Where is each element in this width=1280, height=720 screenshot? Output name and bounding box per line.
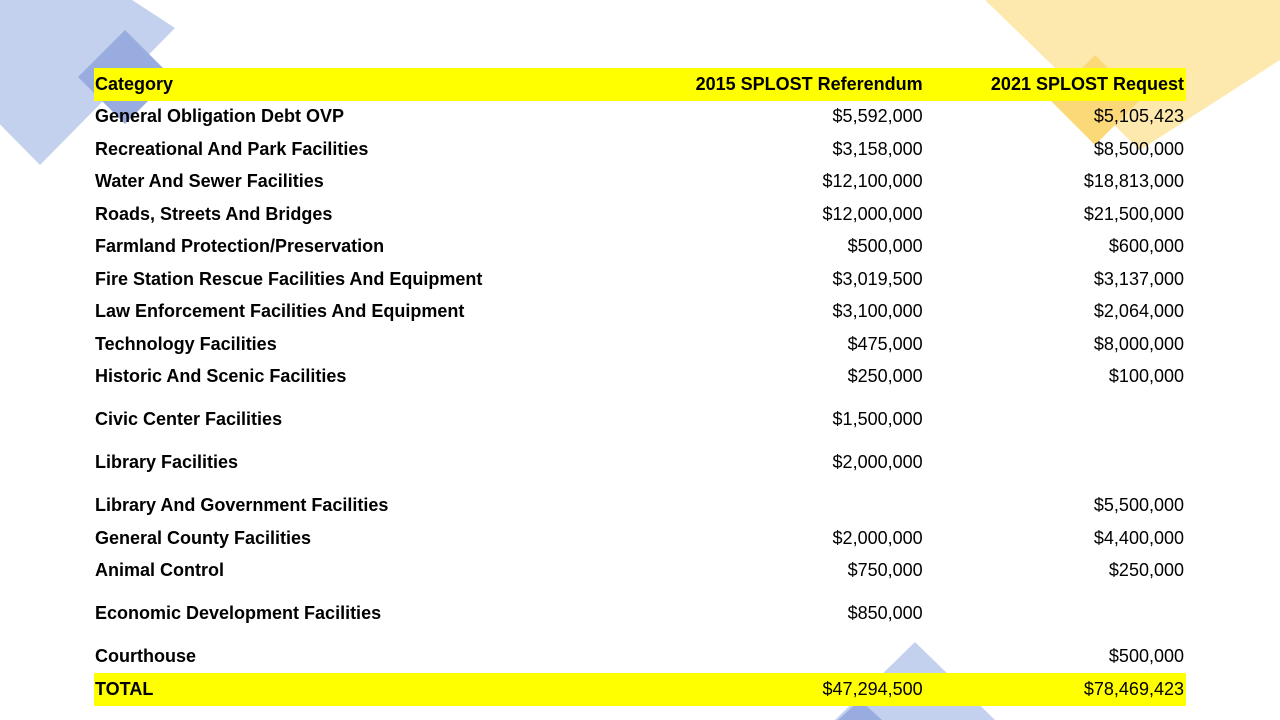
cell-category: Civic Center Facilities <box>95 409 283 429</box>
table-row <box>94 361 1186 394</box>
table-row <box>94 555 1186 588</box>
table-row <box>94 263 1186 296</box>
cell-2015: $250,000 <box>847 366 923 387</box>
cell-2015: $3,100,000 <box>832 301 923 322</box>
cell-2021: 2021 SPLOST Request <box>990 73 1184 94</box>
table-row <box>94 231 1186 264</box>
cell-category: Technology Facilities <box>95 333 277 354</box>
table-row <box>94 166 1186 199</box>
table-header-row <box>94 68 1186 101</box>
cell-category: Farmland Protection/Preservation <box>95 236 385 257</box>
cell-2021 <box>925 587 1186 630</box>
table-row <box>94 328 1186 361</box>
splost-comparison-table <box>94 68 1186 706</box>
cell-category: Library Facilities <box>95 452 239 472</box>
cell-2021: $5,105,423 <box>1093 106 1184 127</box>
table-row <box>94 587 1186 630</box>
cell-2021: $78,469,423 <box>1083 678 1184 699</box>
cell-2015: $3,158,000 <box>832 138 923 159</box>
cell-2021 <box>925 393 1186 436</box>
table-row <box>94 630 1186 673</box>
table-row <box>94 296 1186 329</box>
cell-2021: $8,000,000 <box>1093 333 1184 354</box>
cell-2021: $600,000 <box>1108 236 1184 257</box>
cell-2021: $2,064,000 <box>1093 301 1184 322</box>
cell-2021: $5,500,000 <box>1093 495 1184 515</box>
cell-category: Library And Government Facilities <box>95 495 389 515</box>
total-row <box>94 673 1186 706</box>
cell-category: General Obligation Debt OVP <box>95 106 345 127</box>
cell-2021: $21,500,000 <box>1083 203 1184 224</box>
cell-category: Water And Sewer Facilities <box>95 171 324 192</box>
cell-2021: $250,000 <box>1108 560 1184 581</box>
cell-2015: $850,000 <box>847 603 923 623</box>
table-row <box>94 133 1186 166</box>
cell-2015: $12,000,000 <box>822 203 923 224</box>
cell-category: Law Enforcement Facilities And Equipment <box>95 301 465 322</box>
cell-2021 <box>925 436 1186 479</box>
cell-2021: $4,400,000 <box>1093 527 1184 548</box>
cell-2015: $475,000 <box>847 333 923 354</box>
cell-category: Category <box>95 73 174 94</box>
cell-2021: $3,137,000 <box>1093 268 1184 289</box>
cell-category: Courthouse <box>95 646 196 666</box>
table-row <box>94 101 1186 134</box>
table-row <box>94 479 1186 522</box>
cell-2015: $500,000 <box>847 236 923 257</box>
table-row <box>94 522 1186 555</box>
cell-2015: $12,100,000 <box>822 171 923 192</box>
cell-2015: $2,000,000 <box>832 527 923 548</box>
cell-2015: $1,500,000 <box>832 409 923 429</box>
cell-category: Recreational And Park Facilities <box>95 138 369 159</box>
cell-2015: 2015 SPLOST Referendum <box>695 73 923 94</box>
cell-2015: $5,592,000 <box>832 106 923 127</box>
cell-2015: $47,294,500 <box>822 678 923 699</box>
table-row <box>94 436 1186 479</box>
cell-2015 <box>614 630 925 673</box>
cell-2015 <box>614 479 925 522</box>
cell-category: General County Facilities <box>95 527 312 548</box>
table-row <box>94 393 1186 436</box>
cell-2021: $100,000 <box>1108 366 1184 387</box>
cell-2021: $500,000 <box>1108 646 1184 666</box>
cell-category: Animal Control <box>95 560 224 581</box>
cell-2015: $3,019,500 <box>832 268 923 289</box>
cell-category: Fire Station Rescue Facilities And Equipment <box>95 268 483 289</box>
cell-category: Economic Development Facilities <box>95 603 382 623</box>
cell-2015: $750,000 <box>847 560 923 581</box>
cell-category: TOTAL <box>95 678 154 699</box>
cell-2015: $2,000,000 <box>832 452 923 472</box>
cell-category: Historic And Scenic Facilities <box>95 366 347 387</box>
cell-category: Roads, Streets And Bridges <box>95 203 333 224</box>
cell-2021: $8,500,000 <box>1093 138 1184 159</box>
table-row <box>94 198 1186 231</box>
cell-2021: $18,813,000 <box>1083 171 1184 192</box>
